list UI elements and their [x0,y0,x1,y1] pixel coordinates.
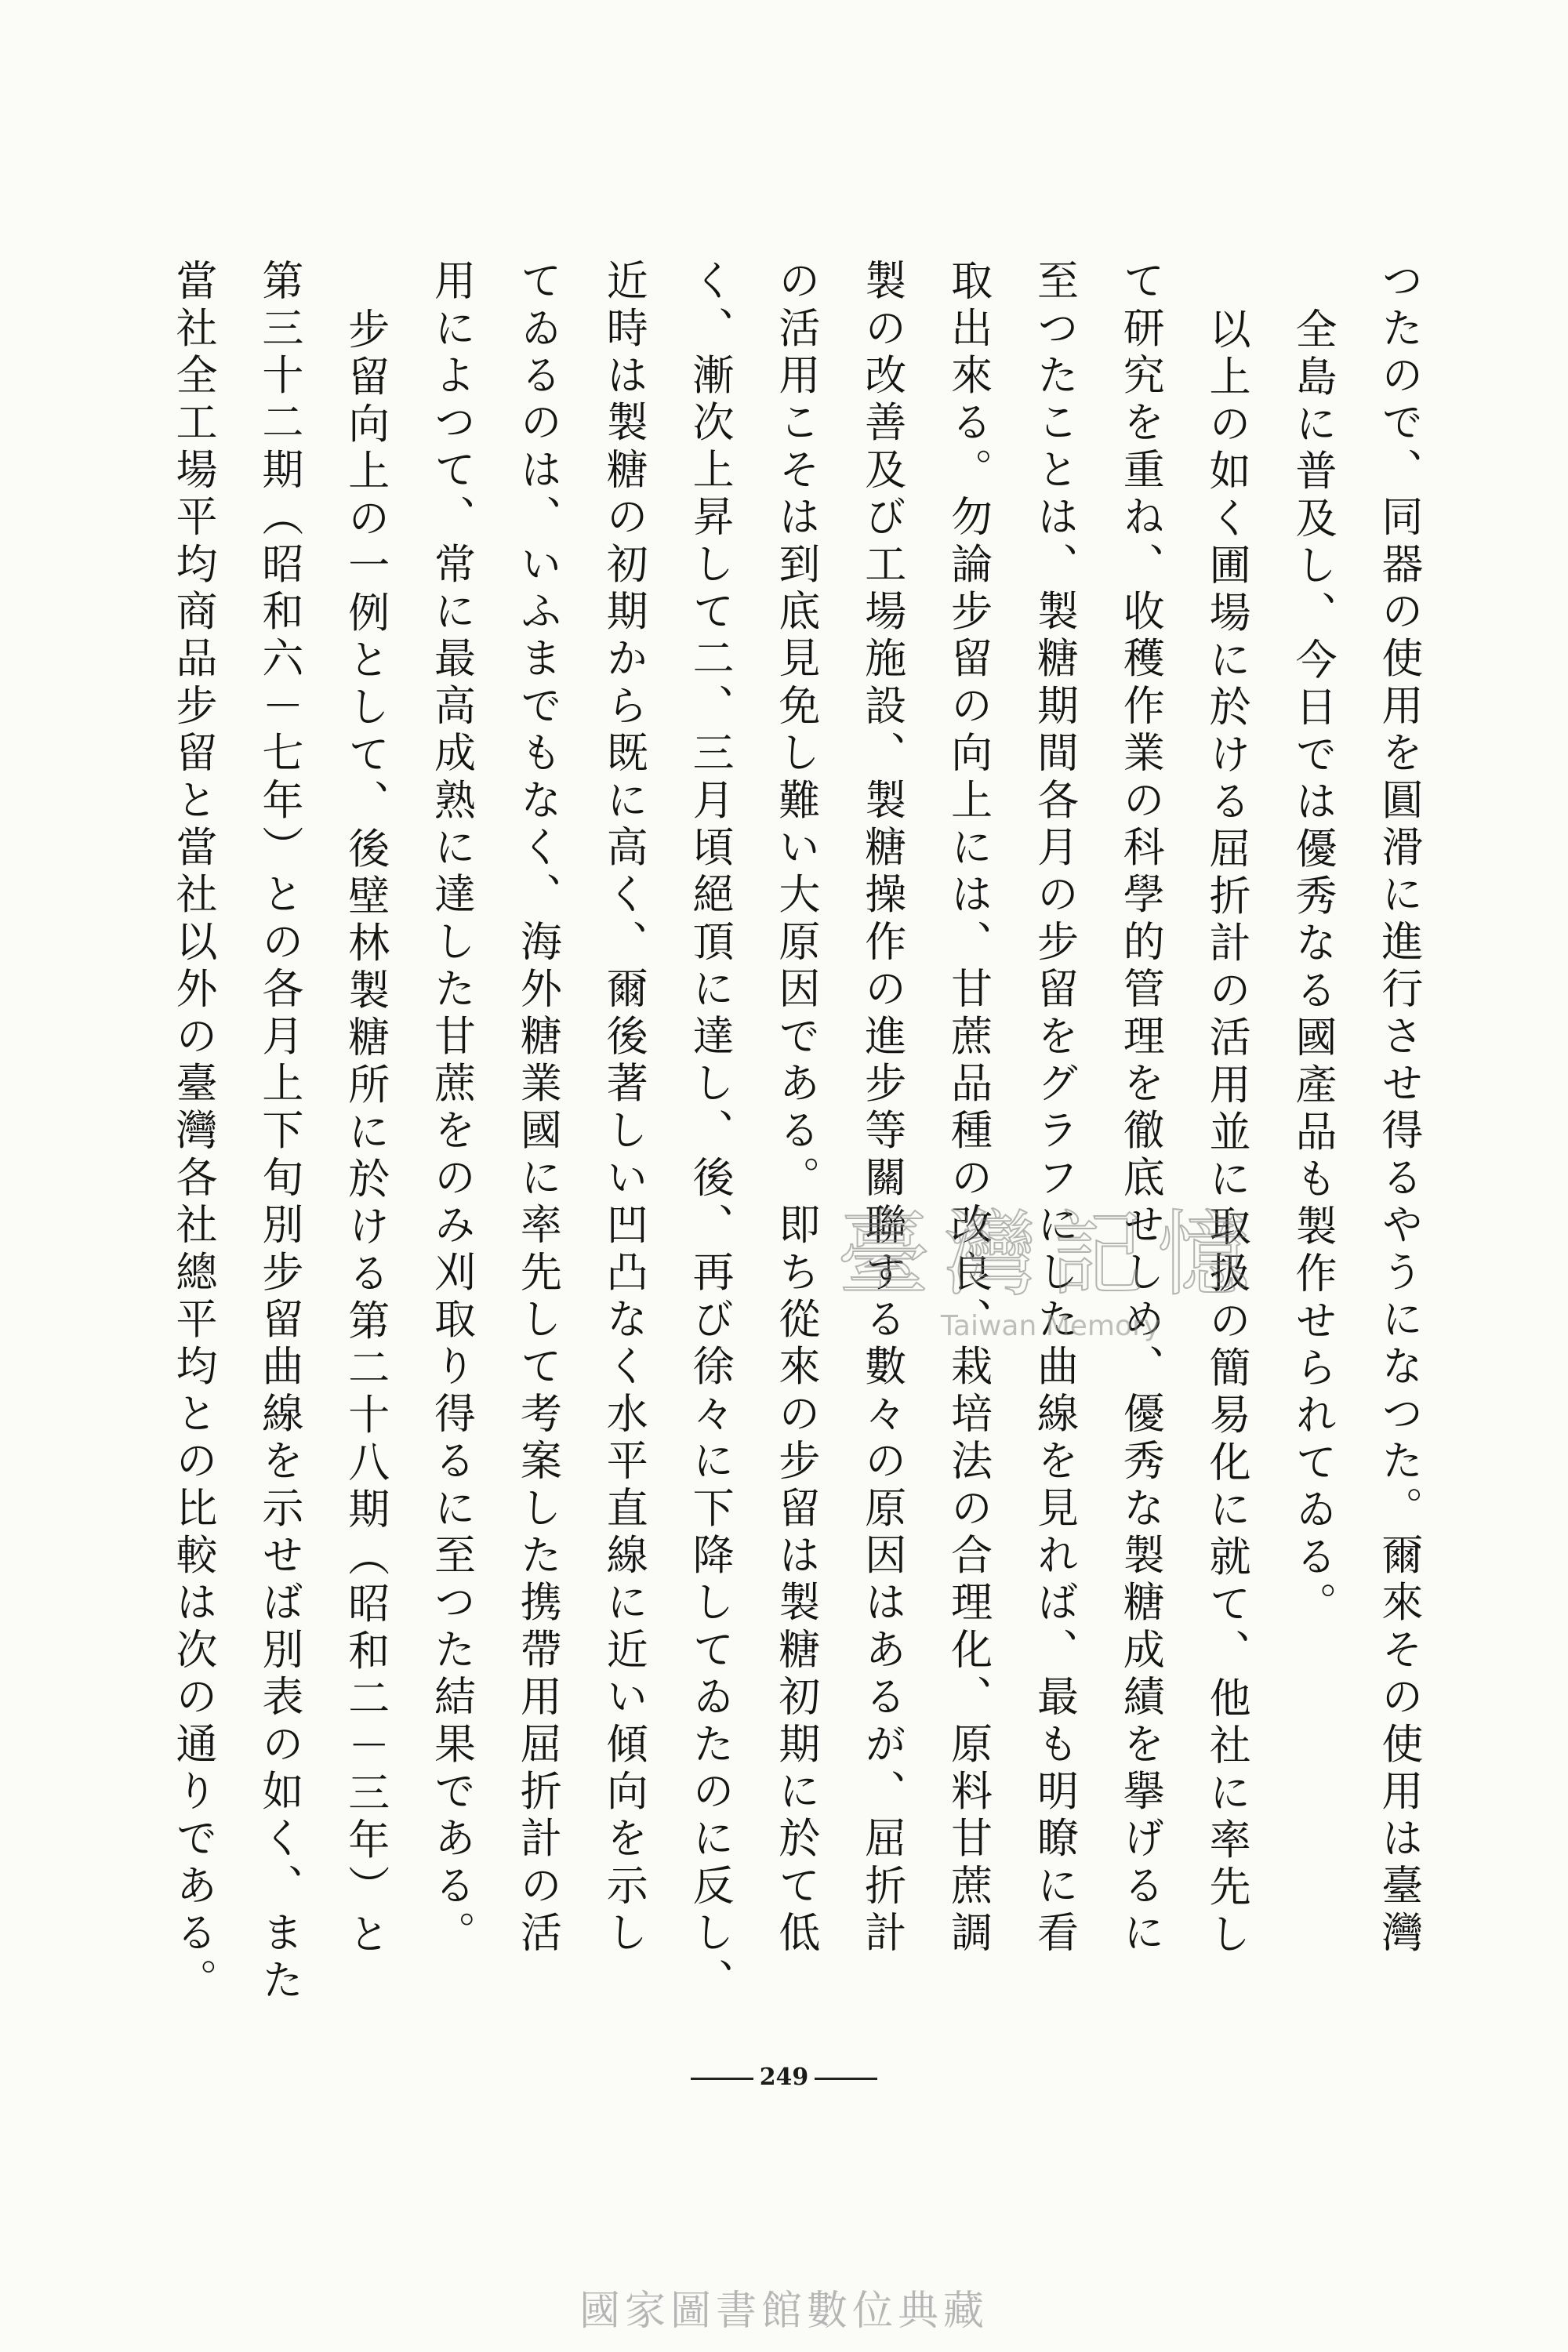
text-column: 當社全工場平均商品步留と當社以外の臺灣各社總平均との比較は次の通りである。 [169,259,217,2005]
text-column: の活用こそは到底見免し難い大原因である。即ち從來の步留は製糖初期に於て低 [771,259,820,1958]
text-column: 全島に普及し、今日では優秀なる國產品も製作せられてゐる。 [1288,307,1337,1629]
text-column: 第三十二期（昭和六－七年）との各月上下旬別步留曲線を示せば別表の如く、また [255,259,303,2005]
page-number [0,2063,1568,2091]
page-number-value: 249 [759,2063,809,2091]
text-column: 至つたことは、製糖期間各月の步留をグラフにした曲線を見れば、最も明瞭に看 [1030,259,1079,1958]
text-column: 近時は製糖の初期から既に高く、爾後著しい凹凸なく水平直線に近い傾向を示し [600,259,648,1958]
folio-dash-left [691,2078,753,2080]
text-column: 製の改善及び工場施設、製糖操作の進步等關聯する數々の原因はあるが、屈折計 [858,259,906,1958]
vertical-text-block [165,259,1427,2046]
text-column: 用によつて、常に最高成熟に達した甘蔗をのみ刈取り得るに至つた結果である。 [427,259,476,1958]
text-column: 取出來る。勿論步留の向上には、甘蔗品種の改良、栽培法の合理化、原料甘蔗調 [944,259,993,1958]
text-column: て研究を重ね、收穫作業の科學的管理を徹底せしめ、優秀な製糖成績を擧げるに [1116,259,1165,1958]
text-column: つたので、同器の使用を圓滑に進行させ得るやうになつた。爾來その使用は臺灣 [1374,259,1423,1958]
library-footer: 國家圖書館數位典藏 [579,2288,989,2335]
watermark-english-text: Taiwan Memory [940,1310,1161,1342]
text-column: く、漸次上昇して二、三月頃絕頂に達し、後、再び徐々に下降してゐたのに反し、 [686,259,735,2005]
folio-dash-right [815,2078,877,2080]
text-column: 步留向上の一例として、後壁林製糖所に於ける第二十八期（昭和二－三年）と [341,307,390,1959]
watermark-cjk-text: 臺灣記憶 [837,1200,1264,1308]
text-column: てゐるのは、いふまでもなく、海外糖業國に率先して考案した携帶用屈折計の活 [514,259,562,1958]
text-column: 以上の如く圃場に於ける屈折計の活用並に取扱の簡易化に就て、他社に率先し [1203,307,1251,1959]
